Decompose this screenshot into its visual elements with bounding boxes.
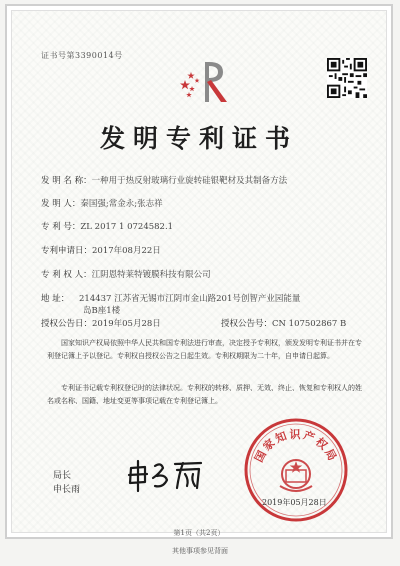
patent-number-field: 专 利 号：ZL 2017 1 0724582.1 <box>41 222 174 232</box>
filing-date-field: 专利申请日：2017年08月22日 <box>41 246 161 256</box>
grant-date-field: 授权公告日：2019年05月28日 <box>41 319 161 329</box>
address-field: 地 址： 214437 江苏省无锡市江阴市金山路201号创智产业园能量 <box>41 294 301 304</box>
body-paragraph-1: 国家知识产权局依照中华人民共和国专利法进行审查，决定授予专利权，颁发发明专利证书并在专利登记簿上予以登记。专利权自授权公告之日起生效。专利权期限为二十年，自申请日起算。 <box>47 339 362 360</box>
patentee-field: 专 利 权 人：江阴恩特莱特镀膜科技有限公司 <box>41 270 211 280</box>
page-number: 第1页（共2页） <box>173 529 225 537</box>
signature-name: 申长雨 <box>53 485 81 495</box>
bottom-note: 其他事项参见背面 <box>172 547 228 555</box>
inventor-field: 发 明 人：秦国强;常金永;张志祥 <box>41 199 163 209</box>
announcement-number-field: 授权公告号：CN 107502867 B <box>221 319 347 329</box>
invention-name-field: 发 明 名 称：一种用于热反射玻璃行业旋转硅银靶材及其制备方法 <box>41 176 288 186</box>
certificate-number: 证书号第3390014号 <box>41 51 123 60</box>
qr-code-icon <box>327 58 367 98</box>
official-seal-icon <box>240 414 352 526</box>
patent-office-emblem-icon <box>175 58 239 106</box>
seal-text: 国家知识产权局 <box>252 428 340 465</box>
handwritten-signature <box>125 458 205 494</box>
body-paragraph-2: 专利证书记载专利权登记时的法律状况。专利权的转移、质押、无效、终止、恢复和专利权人的姓名或名称、国籍、地址变更等事项记载在专利登记簿上。 <box>47 384 362 405</box>
address-line-2: 岛B座1楼 <box>83 306 121 316</box>
certificate-frame <box>5 4 393 539</box>
signature-title: 局长 <box>53 471 72 481</box>
certificate-title: 发明专利证书 <box>99 124 298 153</box>
seal-date: 2019年05月28日 <box>262 498 327 507</box>
